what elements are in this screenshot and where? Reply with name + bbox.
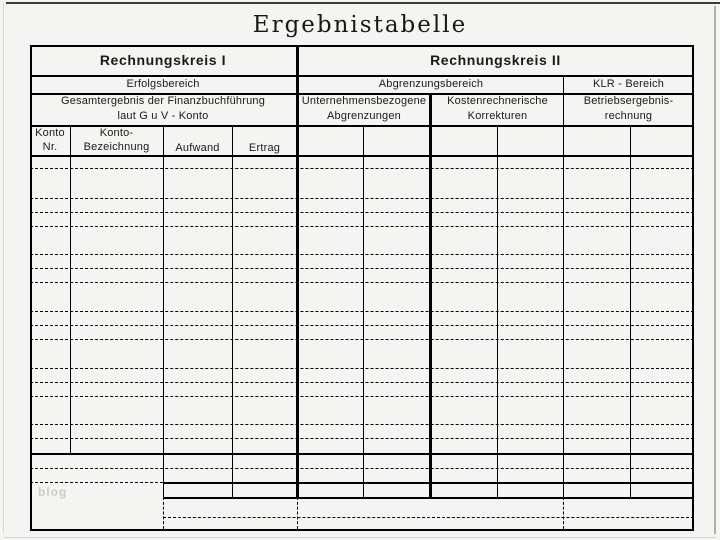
grid-line	[30, 155, 694, 157]
grid-line	[30, 382, 694, 383]
grid-line	[30, 424, 694, 425]
betriebsergebnis-line2: rechnung	[604, 110, 653, 122]
grid-line	[30, 212, 694, 213]
grid-line	[30, 254, 694, 255]
grid-line	[30, 282, 694, 283]
grid-line	[30, 93, 694, 95]
gesamtergebnis-line1: Gesamtergebnis der Finanzbuchführung	[60, 95, 266, 107]
bezeichnung-line1: Konto-	[99, 127, 134, 139]
results-table	[30, 45, 694, 531]
gesamtergebnis-line2: laut G u V - Konto	[117, 110, 209, 122]
kostenrechnerische-label	[432, 93, 563, 125]
grid-line	[163, 517, 694, 518]
page-title: Ergebnistabelle	[252, 12, 468, 38]
kostenrechnerische-line1: Kostenrechnerische	[447, 95, 548, 107]
unternehmensbezogene-line2: Abgrenzungen	[327, 110, 401, 122]
grid-line	[30, 339, 694, 340]
grid-line	[30, 396, 694, 397]
watermark: blog	[38, 485, 68, 499]
aufwand-column-header: Aufwand	[175, 142, 220, 154]
grid-line	[30, 125, 694, 127]
betriebsergebnis-line1: Betriebsergebnis-	[583, 95, 674, 107]
grid-line	[163, 125, 164, 497]
grid-line	[30, 368, 694, 369]
klr-bereich-label: KLR - Bereich	[592, 77, 665, 90]
frame-left-border	[3, 3, 4, 533]
konto-line1: Konto	[35, 127, 65, 139]
grid-line	[297, 497, 298, 529]
grid-line	[563, 497, 564, 529]
konto-bezeichnung-column-header	[70, 125, 163, 155]
grid-line	[30, 438, 694, 439]
unternehmensbezogene-line1: Unternehmensbezogene	[301, 95, 427, 107]
grid-line	[363, 125, 364, 497]
frame-top-border	[6, 2, 720, 4]
grid-line	[70, 125, 71, 453]
grid-line	[30, 45, 694, 47]
grid-line	[30, 529, 694, 531]
bezeichnung-line2: Bezeichnung	[83, 141, 150, 153]
rechnungskreis-2-header: Rechnungskreis II	[430, 51, 561, 68]
grid-line	[30, 268, 694, 269]
grid-line	[30, 198, 694, 199]
kostenrechnerische-line2: Korrekturen	[467, 110, 528, 122]
grid-line	[30, 75, 694, 77]
gesamtergebnis-label	[30, 93, 296, 125]
grid-line	[30, 453, 694, 455]
rechnungskreis-1-header: Rechnungskreis I	[99, 51, 227, 68]
grid-line	[30, 325, 694, 326]
grid-line	[163, 497, 694, 499]
unternehmensbezogene-label	[299, 93, 429, 125]
grid-line	[163, 497, 164, 529]
grid-line	[30, 168, 694, 169]
erfolgsbereich-label: Erfolgsbereich	[126, 77, 200, 90]
konto-line2: Nr.	[42, 141, 58, 153]
grid-line	[30, 482, 163, 483]
betriebsergebnis-label	[565, 93, 692, 125]
frame-right-border	[714, 6, 716, 534]
grid-line	[497, 125, 498, 497]
abgrenzungsbereich-label: Abgrenzungsbereich	[378, 77, 484, 90]
grid-line	[30, 45, 32, 531]
grid-line	[296, 45, 299, 497]
grid-line	[563, 75, 564, 497]
grid-line	[30, 468, 694, 469]
grid-line	[429, 93, 432, 497]
grid-line	[232, 125, 233, 497]
grid-line	[692, 45, 694, 531]
konto-nr-column-header	[30, 125, 70, 155]
grid-line	[30, 311, 694, 312]
grid-line	[630, 125, 631, 497]
grid-line	[30, 226, 694, 227]
ertrag-column-header: Ertrag	[248, 142, 281, 154]
frame-bottom-border	[4, 537, 716, 538]
